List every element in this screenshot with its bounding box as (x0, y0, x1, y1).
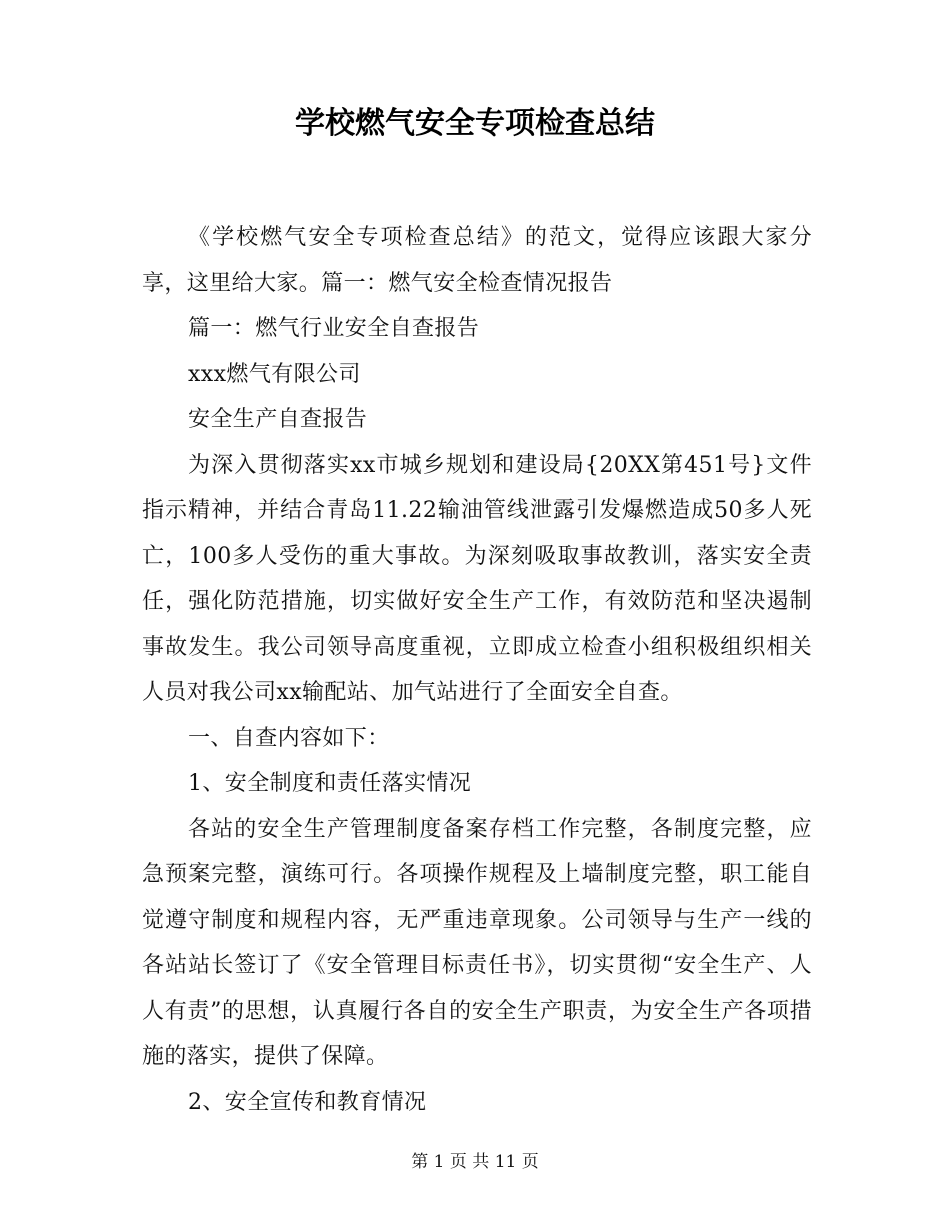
document-body (142, 215, 812, 1125)
paragraph: 《学校燃气安全专项检查总结》的范文，觉得应该跟大家分享，这里给大家。篇一：燃气安全检查情况报告 (142, 225, 812, 296)
subsection-heading: 1、安全制度和责任落实情况 (188, 771, 472, 796)
paragraph: 为深入贯彻落实xx市城乡规划和建设局{20XX第451号}文件指示精神，并结合青岛11.22输油管线泄露引发爆燃造成50多人死亡，100多人受伤的重大事故。为深刻吸取事故教训，落实安全责任，强化防范措施，切实做好安全生产工作，有效防范和坚决遏制事故发生。我公司领导高度重视，立即成立检查小组积极组织相关人员对我公司xx输配站、加气站进行了全面安全自查。 (142, 452, 812, 705)
paragraph: 篇一：燃气行业安全自查报告 (188, 316, 480, 341)
paragraph: 安全生产自查报告 (188, 407, 368, 432)
paragraph: 各站的安全生产管理制度备案存档工作完整，各制度完整，应急预案完整，演练可行。各项操作规程及上墙制度完整，职工能自觉遵守制度和规程内容，无严重违章现象。公司领导与生产一线的各站站长签订了《安全管理目标责任书》，切实贯彻“安全生产、人人有责”的思想，认真履行各自的安全生产职责，为安全生产各项措施的落实，提供了保障。 (142, 816, 812, 1069)
section-heading: 一、自查内容如下： (188, 725, 390, 751)
document-title: 学校燃气安全专项检查总结 (295, 106, 655, 141)
paragraph: xxx燃气有限公司 (188, 361, 361, 387)
subsection-heading: 2、安全宣传和教育情况 (188, 1089, 427, 1115)
page-footer: 第 1 页 共 11 页 (411, 1152, 539, 1172)
